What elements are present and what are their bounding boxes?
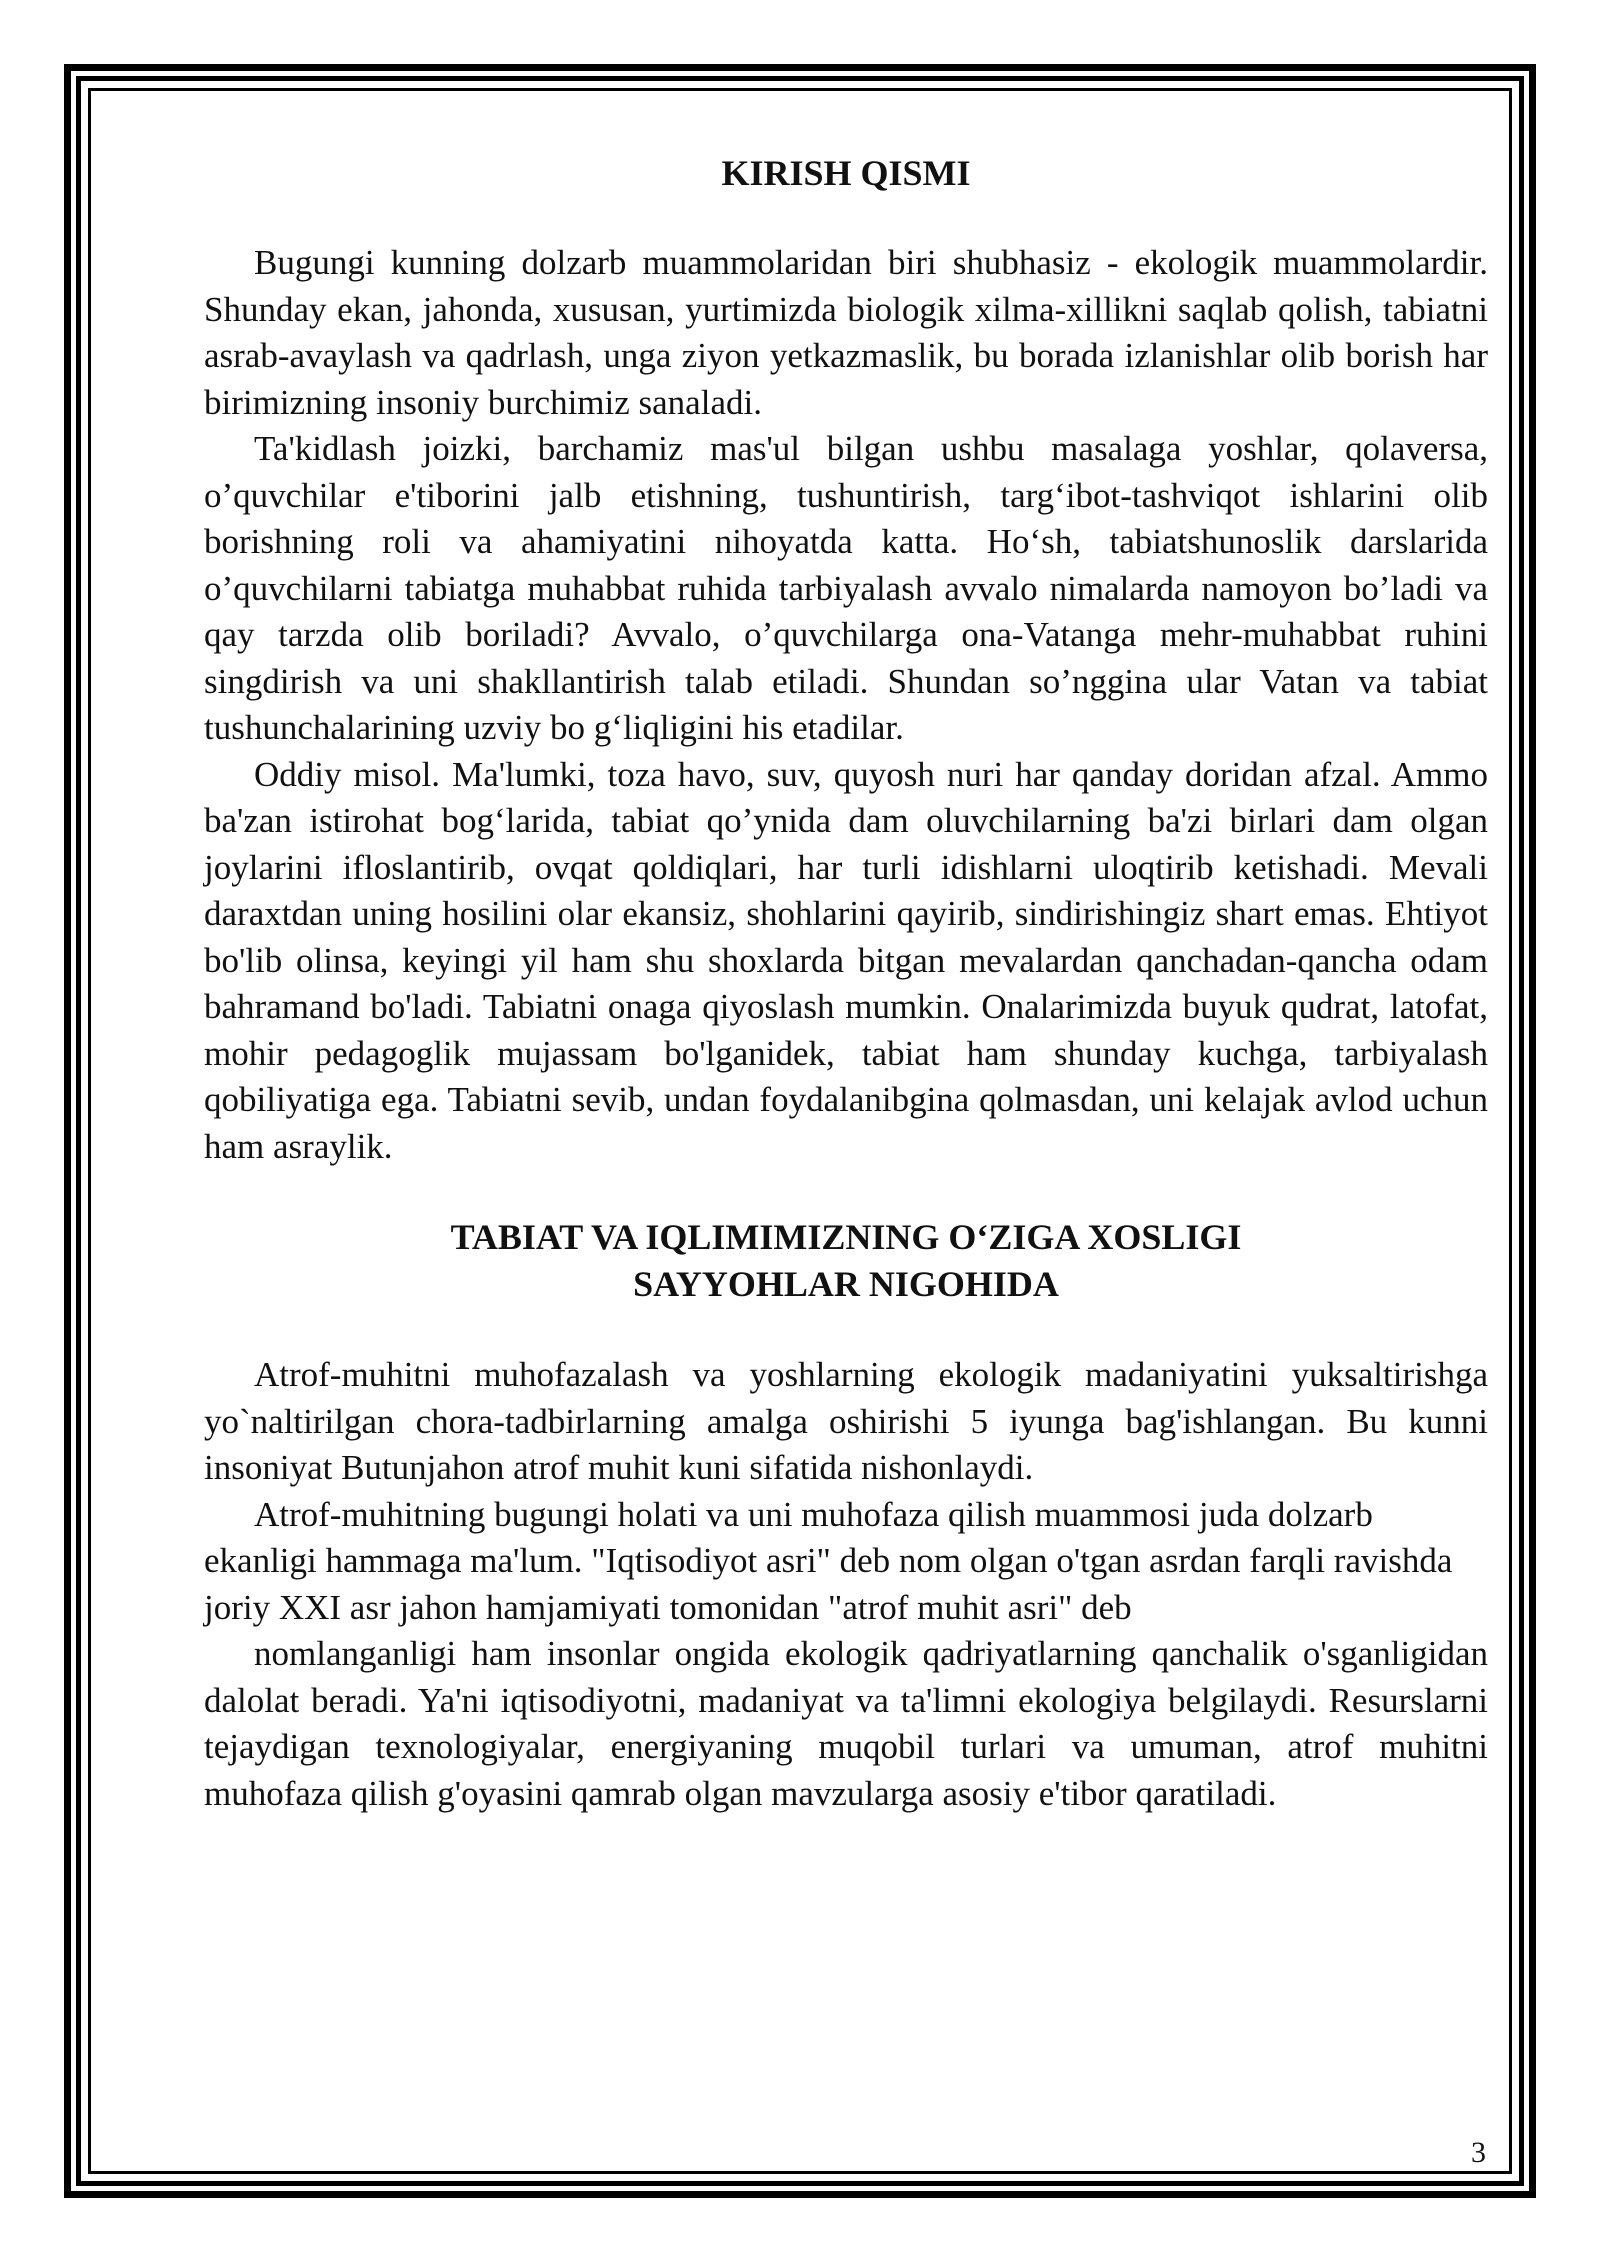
section-heading-kirish: KIRISH QISMI [721, 153, 971, 193]
page-number: 3 [1471, 2136, 1486, 2169]
section-paragraph: Atrof-muhitning bugungi holati va uni muhofaza qilish muammosi juda dolzarb ekanligi hammaga ma'lum. "Iqtisodiyot asri" deb nom olgan o'tgan asrdan farqli ravishda joriy XXI asr jahon hamjamiyati tomonidan "atrof muhit asri" deb [204, 1494, 1453, 1627]
section-paragraph: Atrof-muhitni muhofazalash va yoshlarning ekologik madaniyatini yuksaltirishga yo`naltirilgan chora-tadbirlarning amalga oshirishi 5 iyunga bag'ishlangan. Bu kunni insoniyat Butunjahon atrof muhit kuni sifatida nishonlaydi. [204, 1355, 1488, 1487]
section-heading-line: TABIAT VA IQLIMIMIZNING O‘ZIGA XOSLIGI [450, 1217, 1242, 1257]
intro-paragraph: Oddiy misol. Ma'lumki, toza havo, suv, quyosh nuri har qanday doridan afzal. Ammo ba'zan istirohat bog‘larida, tabiat qo’ynida dam oluvchilarning ba'zi birlari dam olgan joylarini ifloslantirib, ovqat qoldiqlari, har turli idishlarni uloqtirib ketishadi. Mevali daraxtdan uning hosilini olar ekansiz, shohlarini qayirib, sindirishingiz shart emas. Ehtiyot bo'lib olinsa, keyingi yil ham shu shoxlarda bitgan mevalardan qanchadan-qancha odam bahramand bo'ladi. Tabiatni onaga qiyoslash mumkin. Onalarimizda buyuk qudrat, latofat, mohir pedagoglik mujassam bo'lganidek, tabiat ham shunday kuchga, tarbiyalash qobiliyatiga ega. Tabiatni sevib, undan foydalanibgina qolmasdan, uni kelajak avlod uchun ham asraylik. [204, 754, 1488, 1166]
section-heading-tabiat [204, 1214, 1488, 1308]
page-content [204, 150, 1488, 1817]
intro-paragraph: Ta'kidlash joizki, barchamiz mas'ul bilgan ushbu masalaga yoshlar, qolaversa, o’quvchilar e'tiborini jalb etishning, tushuntirish, targ‘ibot-tashviqot ishlarini olib borishning roli va ahamiyatini nihoyatda katta. Ho‘sh, tabiatshunoslik darslarida o’quvchilarni tabiatga muhabbat ruhida tarbiyalash avvalo nimalarda namoyon bo’ladi va qay tarzda olib boriladi? Avvalo, o’quvchilarga ona-Vatanga mehr-muhabbat ruhini singdirish va uni shakllantirish talab etiladi. Shundan so’nggina ular Vatan va tabiat tushunchalarining uzviy bo g‘liqligini his etadilar. [204, 429, 1488, 747]
section-paragraph: nomlanganligi ham insonlar ongida ekologik qadriyatlarning qanchalik o'sganligidan dalolat beradi. Ya'ni iqtisodiyotni, madaniyat va ta'limni ekologiya belgilaydi. Resurslarni tejaydigan texnologiyalar, energiyaning muqobil turlari va umuman, atrof muhitni muhofaza qilish g'oyasini qamrab olgan mavzularga asosiy e'tibor qaratiladi. [204, 1634, 1488, 1813]
intro-paragraph: Bugungi kunning dolzarb muammolaridan biri shubhasiz - ekologik muammolardir. Shunday ekan, jahonda, xususan, yurtimizda biologik xilma-xillikni saqlab qolish, tabiatni asrab-avaylash va qadrlash, unga ziyon yetkazmaslik, bu borada izlanishlar olib borish har birimizning insoniy burchimiz sanaladi. [204, 243, 1488, 422]
section-heading-line: SAYYOHLAR NIGOHIDA [633, 1264, 1059, 1304]
